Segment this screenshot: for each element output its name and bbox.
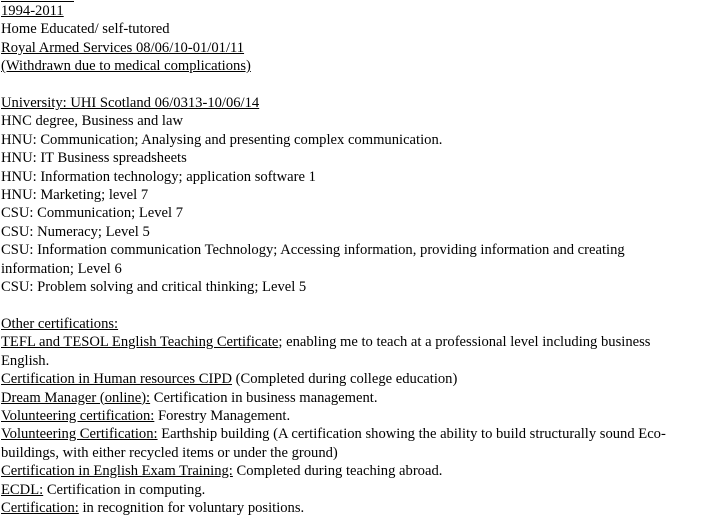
certification-detail: Completed during teaching abroad. <box>232 463 443 480</box>
university-item: HNU: Information technology; application software 1 <box>1 168 316 185</box>
certifications-heading: Other certifications: <box>1 315 119 332</box>
spacer <box>1 76 699 94</box>
university-item: CSU: Numeracy; Level 5 <box>1 223 150 240</box>
certification-title: TEFL and TESOL English Teaching Certificate <box>1 334 279 351</box>
certification-detail: Certification in business management. <box>150 389 378 406</box>
university-item: CSU: Problem solving and critical thinking; Level 5 <box>1 279 307 296</box>
certification-title: Certification in English Exam Training: <box>1 463 233 480</box>
certification-detail: Earthship building (A certification showing the ability to build structurally sound Eco-buildings, with either recycled items or under the ground) <box>1 426 666 461</box>
certification-item <box>1 333 699 370</box>
certification-item <box>1 425 699 462</box>
service-line: Royal Armed Services 08/06/10-01/01/11 <box>1 39 245 56</box>
years-line: 1994-2011 <box>1 3 64 19</box>
certification-title: Certification: <box>1 499 79 516</box>
certification-title: ECDL: <box>1 481 44 498</box>
certification-item <box>1 370 699 388</box>
certification-item <box>1 462 699 480</box>
certification-detail: Certification in computing. <box>43 481 206 498</box>
university-item: HNU: IT Business spreadsheets <box>1 150 187 167</box>
certification-title: Dream Manager (online): <box>1 389 151 406</box>
cv-document <box>1 0 699 517</box>
education-line: Home Educated/ self-tutored <box>1 21 170 38</box>
university-item: CSU: Communication; Level 7 <box>1 205 184 222</box>
spacer <box>1 296 699 314</box>
university-item: HNU: Communication; Analysing and presenting complex communication. <box>1 131 443 148</box>
certification-title: Volunteering Certification: <box>1 426 158 443</box>
certification-title: Certification in Human resources CIPD <box>1 371 233 388</box>
certification-item <box>1 499 699 517</box>
certification-detail: ; enabling me to teach at a professional level including business English. <box>1 334 651 369</box>
certification-item <box>1 481 699 499</box>
certification-detail: (Completed during college education) <box>232 371 458 388</box>
university-item: CSU: Information communication Technology; Accessing information, providing information and creating information; Level 6 <box>1 242 625 277</box>
service-note: (Withdrawn due to medical complications) <box>1 58 251 75</box>
university-item: HNC degree, Business and law <box>1 113 183 130</box>
certification-item <box>1 407 699 425</box>
university-item: HNU: Marketing; level 7 <box>1 187 149 204</box>
certification-item <box>1 389 699 407</box>
university-heading: University: UHI Scotland 06/0313-10/06/14 <box>1 95 260 112</box>
certification-title: Volunteering certification: <box>1 407 155 424</box>
certification-detail: Forestry Management. <box>154 407 291 424</box>
certification-detail: in recognition for voluntary positions. <box>78 499 305 516</box>
